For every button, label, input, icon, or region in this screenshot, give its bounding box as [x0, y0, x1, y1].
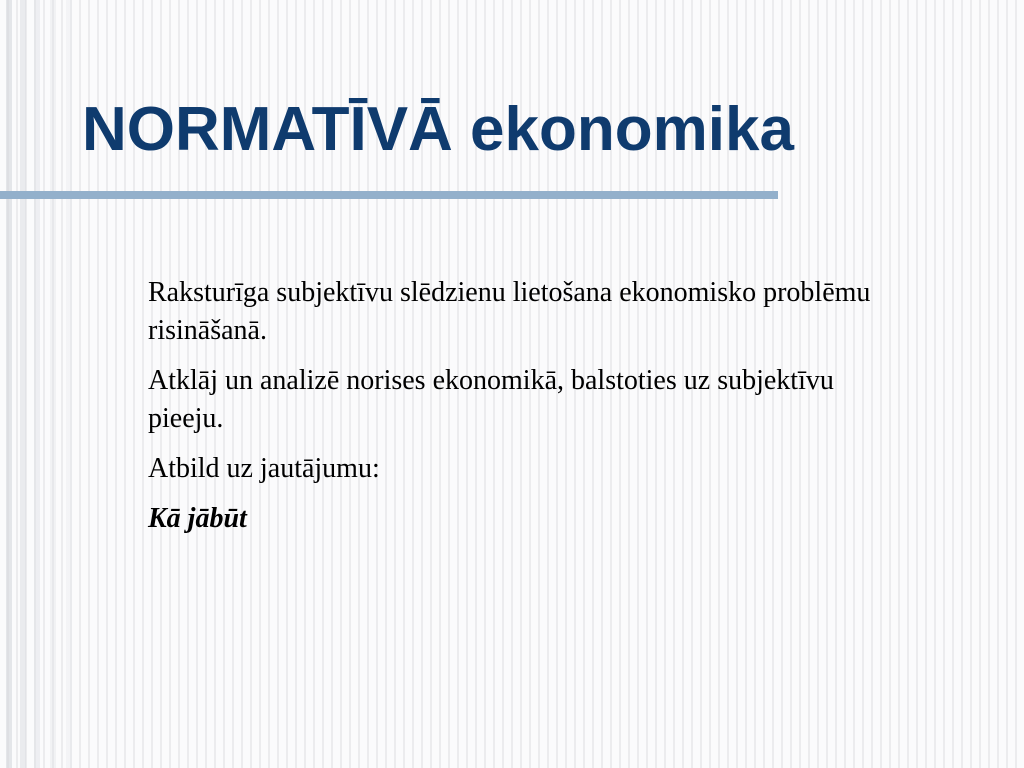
slide-body — [148, 274, 908, 550]
body-paragraph-1: Raksturīga subjektīvu slēdzienu lietošana ekonomisko problēmu risināšanā. — [148, 277, 871, 346]
slide-title: NORMATĪVĀ ekonomika — [82, 95, 794, 164]
body-paragraph-2: Atklāj un analizē norises ekonomikā, balstoties uz subjektīvu pieeju. — [148, 365, 834, 434]
body-paragraph-3: Atbild uz jautājumu: — [148, 453, 380, 484]
emphasis-text: Kā jābūt — [148, 503, 247, 534]
title-divider — [0, 191, 778, 199]
